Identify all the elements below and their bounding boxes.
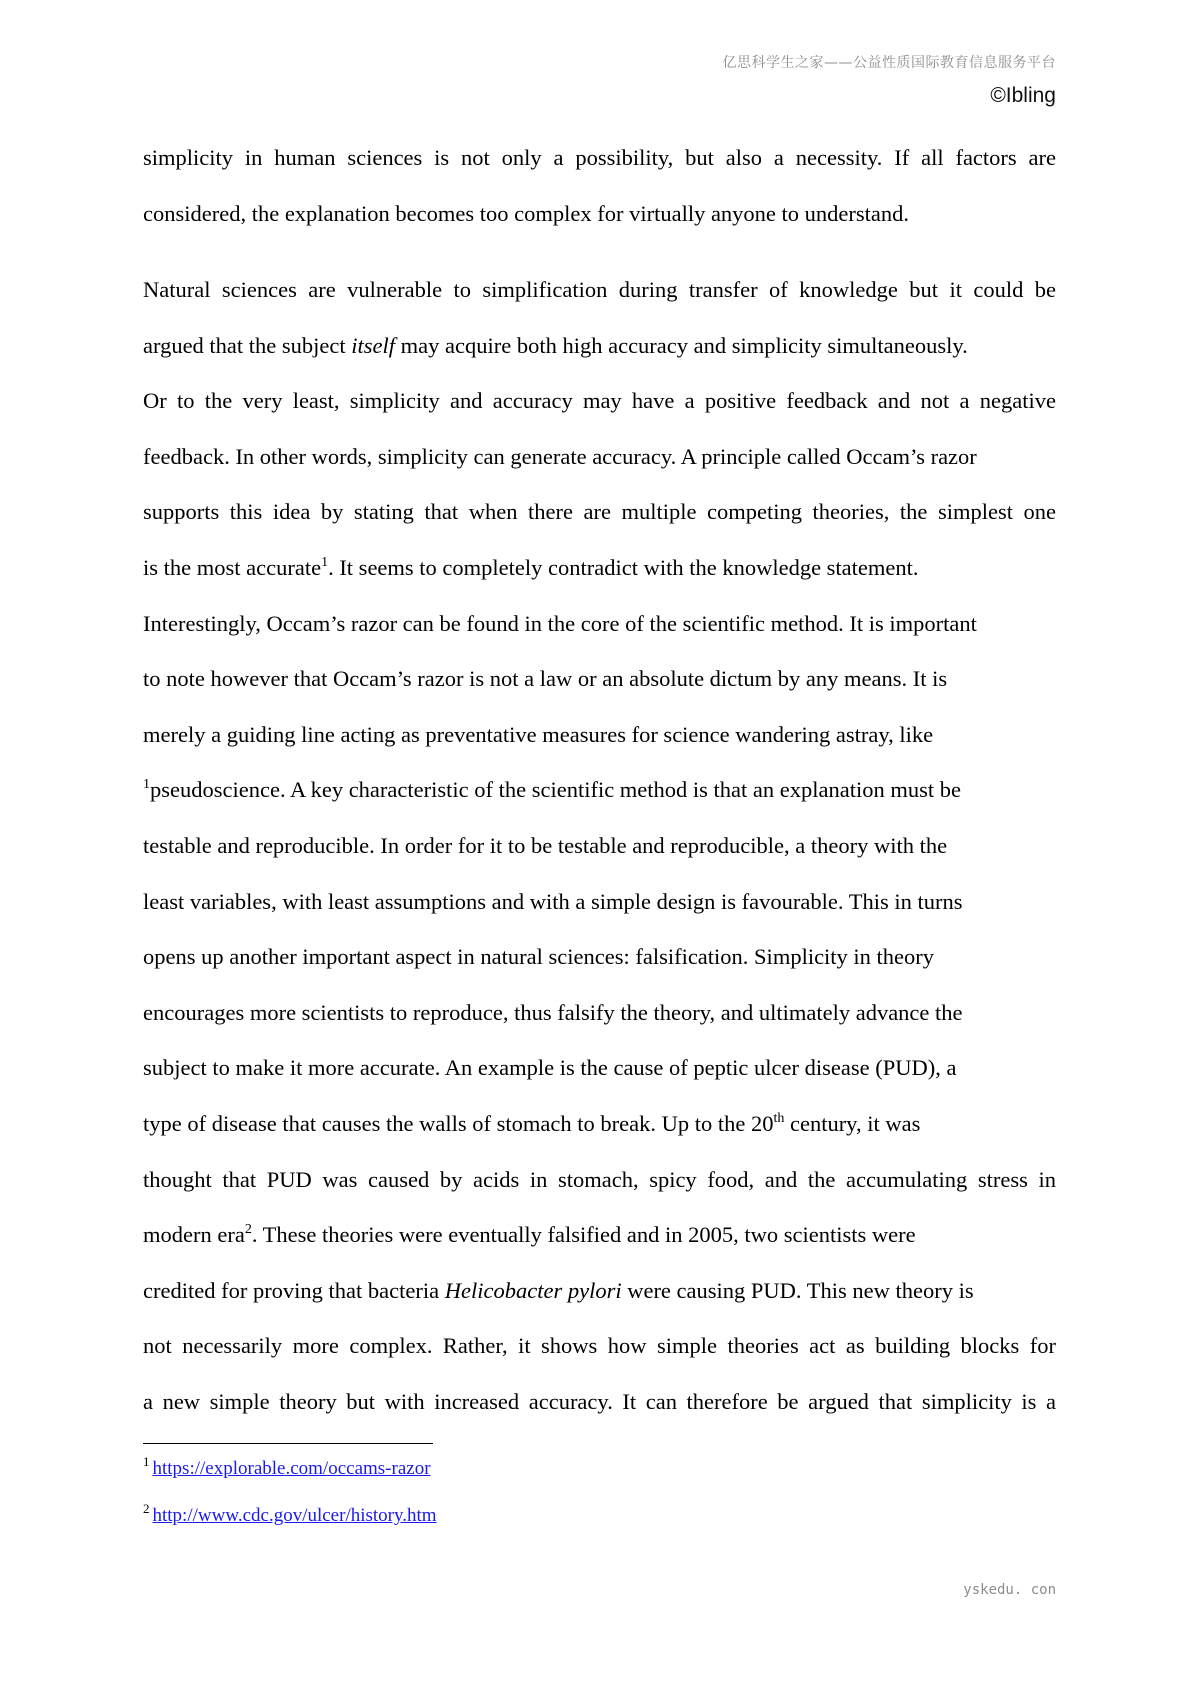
text-line bbox=[143, 540, 1056, 596]
text-line bbox=[143, 1263, 1056, 1319]
text-line: Or to the very least, simplicity and accuracy may have a positive feedback and not a negative bbox=[143, 388, 1056, 414]
text-line: opens up another important aspect in natural sciences: falsification. Simplicity in theory bbox=[143, 944, 935, 970]
emphasis-species: Helicobacter pylori bbox=[444, 1277, 622, 1303]
paragraph-2 bbox=[143, 262, 1056, 1429]
header-author: ©Ibling bbox=[990, 84, 1056, 107]
text-run: credited for proving that bacteria bbox=[143, 1277, 445, 1303]
footnote-ref[interactable]: 1 bbox=[321, 554, 329, 570]
emphasis-itself: itself bbox=[351, 332, 396, 358]
footnote-number: 1 bbox=[143, 1454, 150, 1469]
text-line: Natural sciences are vulnerable to simplification during transfer of knowledge but it could be bbox=[143, 277, 1056, 302]
text-line bbox=[143, 762, 1056, 818]
paragraph-1 bbox=[143, 130, 1056, 241]
footnote-ref[interactable]: 2 bbox=[244, 1222, 252, 1238]
text-line bbox=[143, 318, 1056, 374]
text-line: to note however that Occam’s razor is not a law or an absolute dictum by any means. It is bbox=[143, 666, 948, 692]
footnote-1 bbox=[143, 1454, 431, 1480]
text-run: pseudoscience. A key characteristic of the scientific method is that an explanation must be bbox=[150, 777, 961, 803]
footnote-link[interactable]: https://explorable.com/occams-razor bbox=[152, 1458, 431, 1479]
footnote-divider bbox=[143, 1443, 433, 1444]
text-line: simplicity in human sciences is not only a possibility, but also a necessity. If all factors are bbox=[143, 145, 1056, 170]
text-run: may acquire both high accuracy and simplicity simultaneously. bbox=[395, 332, 968, 358]
footnote-ref[interactable]: 1 bbox=[143, 777, 150, 793]
footnote-2 bbox=[143, 1501, 437, 1527]
text-line: supports this idea by stating that when there are multiple competing theories, the simplest one bbox=[143, 499, 1056, 525]
text-run: modern era bbox=[143, 1222, 245, 1248]
footnote-link[interactable]: http://www.cdc.gov/ulcer/history.htm bbox=[152, 1505, 437, 1526]
superscript-th: th bbox=[773, 1110, 785, 1126]
text-run: were causing PUD. This new theory is bbox=[621, 1277, 974, 1303]
text-run: argued that the subject bbox=[143, 332, 352, 358]
header-site-name: 亿思科学生之家——公益性质国际教育信息服务平台 bbox=[722, 55, 1056, 71]
footer-site: yskedu. con bbox=[963, 1582, 1056, 1598]
text-run: is the most accurate bbox=[143, 554, 322, 580]
text-line: not necessarily more complex. Rather, it shows how simple theories act as building blocks for bbox=[143, 1333, 1056, 1359]
text-line: encourages more scientists to reproduce, thus falsify the theory, and ultimately advance the bbox=[143, 999, 963, 1025]
text-line: a new simple theory but with increased accuracy. It can therefore be argued that simplicity is a bbox=[143, 1388, 1056, 1414]
text-line bbox=[143, 1207, 1056, 1263]
text-line: merely a guiding line acting as preventative measures for science wandering astray, like bbox=[143, 721, 934, 747]
footnote-number: 2 bbox=[143, 1501, 150, 1516]
text-line: considered, the explanation becomes too complex for virtually anyone to understand. bbox=[143, 200, 910, 226]
text-line: Interestingly, Occam’s razor can be found in the core of the scientific method. It is important bbox=[143, 610, 977, 636]
text-run: . It seems to completely contradict with the knowledge statement. bbox=[328, 554, 919, 580]
text-line bbox=[143, 1096, 1056, 1152]
text-run: type of disease that causes the walls of stomach to break. Up to the 20 bbox=[143, 1110, 774, 1136]
text-run: century, it was bbox=[784, 1110, 921, 1136]
text-line: least variables, with least assumptions and with a simple design is favourable. This in turns bbox=[143, 888, 963, 914]
text-line: testable and reproducible. In order for it to be testable and reproducible, a theory with the bbox=[143, 832, 948, 858]
text-run: . These theories were eventually falsified and in 2005, two scientists were bbox=[251, 1222, 916, 1248]
text-line: subject to make it more accurate. An example is the cause of peptic ulcer disease (PUD), a bbox=[143, 1055, 957, 1081]
text-line: feedback. In other words, simplicity can generate accuracy. A principle called Occam’s razor bbox=[143, 443, 977, 469]
text-line: thought that PUD was caused by acids in stomach, spicy food, and the accumulating stress in bbox=[143, 1166, 1056, 1192]
